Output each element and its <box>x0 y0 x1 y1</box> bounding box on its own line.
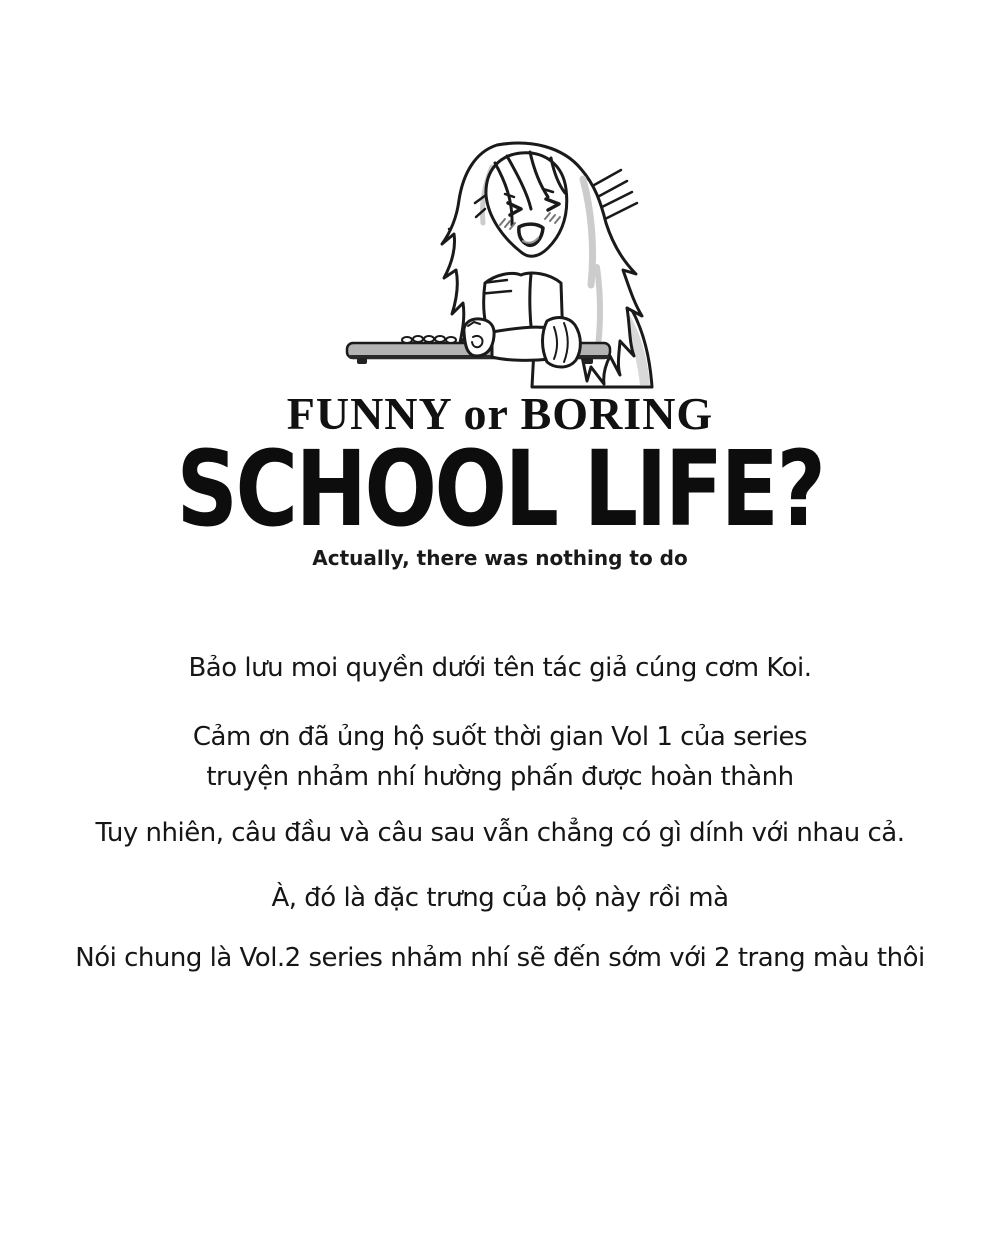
laughing-girl-at-desk-icon <box>335 137 665 392</box>
title-top-line: FUNNY or BORING <box>286 388 714 439</box>
sleeve <box>543 318 581 367</box>
credits-line-1: Bảo lưu moi quyền dưới tên tác giả cúng cơm Koi. <box>188 653 812 683</box>
keyboard-on-desk <box>402 336 456 343</box>
credits-line-2: Cảm ơn đã ủng hộ suốt thời gian Vol 1 của series <box>192 722 808 752</box>
fist <box>464 319 494 356</box>
subtitle: Actually, there was nothing to do <box>312 546 688 570</box>
credits-line-4: Tuy nhiên, câu đầu và câu sau vẫn chẳng có gì dính với nhau cả. <box>95 818 905 848</box>
page-title: SCHOOL LIFE? <box>176 428 824 550</box>
mouth <box>519 224 543 245</box>
credits-line-6: Nói chung là Vol.2 series nhảm nhí sẽ đến sớm với 2 trang màu thôi <box>75 943 925 973</box>
girl-at-desk-illustration <box>335 137 665 392</box>
credits-line-3: truyện nhảm nhí hường phấn được hoàn thành <box>206 762 794 792</box>
credits-line-5: À, đó là đặc trưng của bộ này rồi mà <box>271 883 729 913</box>
